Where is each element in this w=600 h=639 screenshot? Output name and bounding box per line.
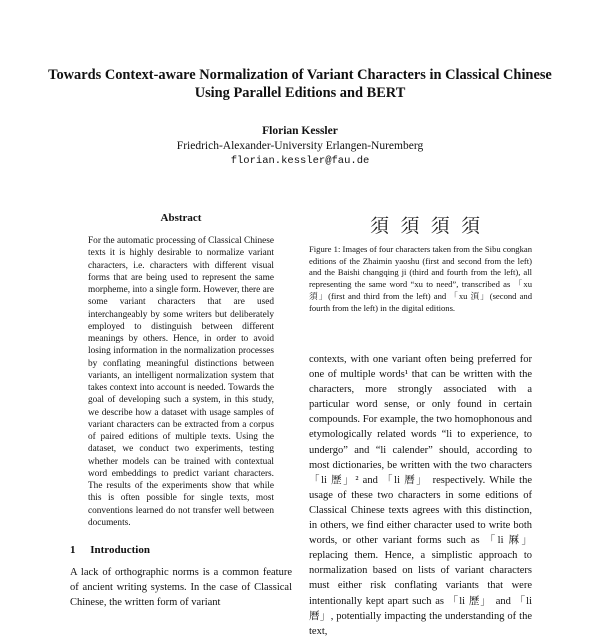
- section-number: 1: [70, 544, 76, 556]
- section-title: Introduction: [90, 544, 150, 556]
- abstract-heading: Abstract: [160, 212, 202, 224]
- section-heading: [70, 544, 150, 556]
- abstract-text: For the automatic processing of Classical Chinese texts it is highly desirable to normalize variant characters, i.e. characters with different visual forms that are being used to represent the same morpheme, into a single form. However, there are some variant characters that are used interchangeably by some writers but deliberately employed to distinguish between different meanings by others. Hence, in order to avoid losing information in the normalization processes by conflating meaningful distinctions between variants, an intelligent normalization system that takes context into account is needed. Towards the goal of developing such a system, in this study, we describe how a dataset with usage samples of variant characters can be extracted from a corpus of paired editions of multiple texts. Using the dataset, we conduct two experiments, testing whether models can be trained with contextual word embeddings to predict variant characters. The results of the experiments show that while this is often possible for single texts, most conventions learned do not transfer well between documents.: [88, 236, 274, 528]
- body-text-right: contexts, with one variant often being preferred for one of multiple words¹ that can be written with the characters, more strongly associated with a particular word sense, or only found in certain compounds. For example, the two homophonous and etymologically related words “li to experience, to undergo” and “li calender” should, according to most dictionaries, be written with the two characters 「li 歷」² and 「li 曆」 respectively. While the usage of these two characters in some editions of Classical Chinese texts agrees with this distinction, in others, we find either character used to write both words, or other variant forms such as 「li 厤」 replacing them. Hence, a simplistic approach to normalization based on lists of variant characters must either risk conflating variants that were intentionally kept apart such as 「li 歷」 and 「li 曆」, potentially impacting the understanding of the text,: [309, 354, 532, 637]
- glyph-image-2: 須: [400, 214, 420, 237]
- introduction-text: A lack of orthographic norms is a common feature of ancient writing systems. In the case of Classical Chinese, the written form of variant: [70, 567, 292, 608]
- author-name: Florian Kessler: [262, 125, 338, 137]
- figure-1-caption: Figure 1: Images of four characters taken from the Sibu congkan editions of the Zhaimin yaoshu (first and second from the left) and the Baishi changqing ji (third and fourth from the left), all representing the same word “xu to need”, transcribed as 「xu 須」(first and third from the left) and 「xu 湏」(second and fourth from the left) in the digital editions.: [309, 244, 532, 313]
- glyph-image-1: 須: [370, 214, 390, 237]
- author-email: florian.kessler@fau.de: [230, 155, 370, 167]
- figure-1-glyphs: [370, 213, 480, 235]
- author-affiliation: Friedrich-Alexander-University Erlangen-Nuremberg: [176, 140, 424, 152]
- glyph-image-4: 須: [460, 214, 480, 237]
- glyph-image-3: 須: [430, 214, 450, 237]
- paper-title: Towards Context-aware Normalization of Variant Characters in Classical Chinese Using Parallel Editions and BERT: [48, 67, 552, 101]
